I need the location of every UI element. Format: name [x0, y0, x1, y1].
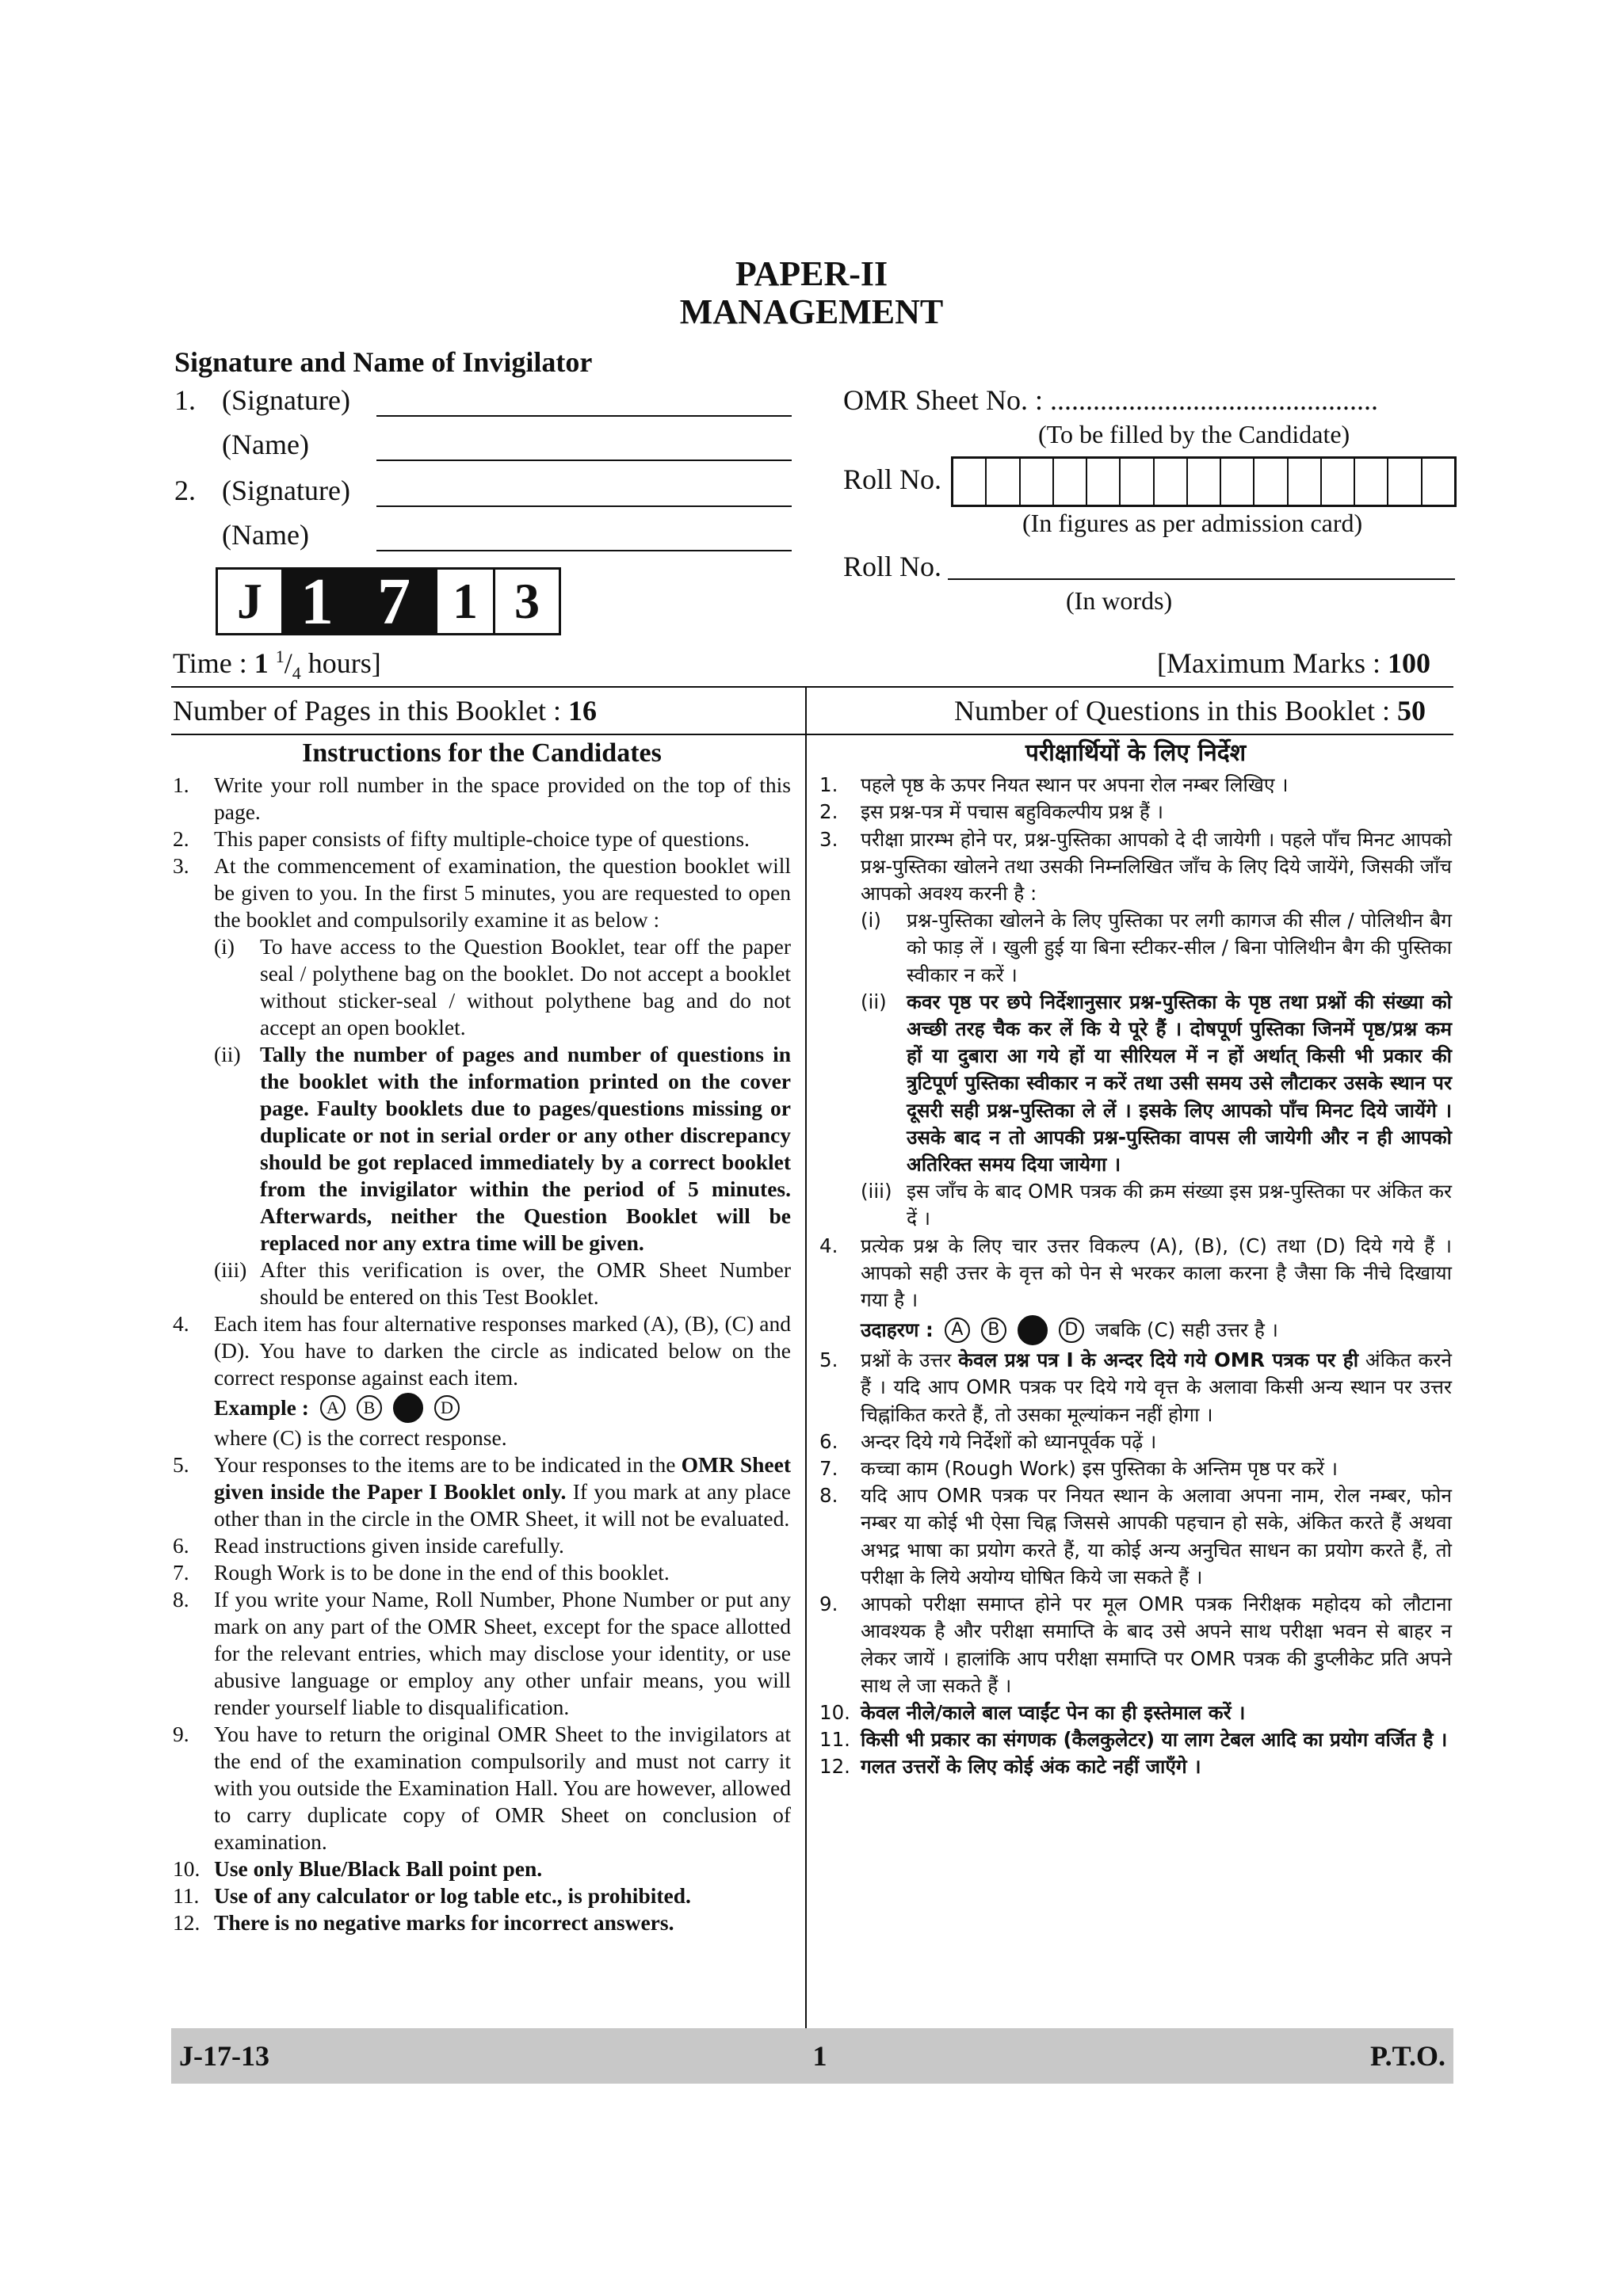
example-note: जबकि (C) सही उत्तर है ।: [1094, 1318, 1278, 1342]
pages-count: [173, 694, 597, 727]
instruction-1: 1. Write your roll number in the space provided on the top of this page.: [173, 772, 791, 824]
instruction-text: If you mark at any place other than in the circle in the OMR Sheet, it will not be evaluated.: [214, 1479, 791, 1531]
name-row-2: [174, 518, 792, 551]
roll-number-note: (In figures as per admission card): [1022, 509, 1363, 537]
instruction-text: पहले पृष्ठ के ऊपर नियत स्थान पर अपना रोल नम्बर लिखिए ।: [861, 773, 1289, 797]
instruction-text: Your responses to the items are to be indicated in the: [214, 1452, 682, 1477]
hindi-instruction-3-ii: (ii) कवर पृष्ठ पर छपे निर्देशानुसार प्रश्न-पुस्तिका के पृष्ठ तथा प्रश्नों की संख्या को अच्छी तरह चैक कर लें कि ये पूरे हैं । दोषपूर्ण पुस्तिका जिनमें पृष्ठ/प्रश्न कम हों या दुबारा आ गये हों या सीरियल में न हों अर्थात् किसी भी प्रकार की त्रुटिपूर्ण पुस्तिका स्वीकार न करें तथा उसी समय उसे लौटाकर उसके स्थान पर दूसरी सही प्रश्न-पुस्तिका ले लें । इसके लिए आपको पाँच मिनट दिये जायेंगे । उसके बाद न तो आपकी प्रश्न-पुस्तिका वापस ली जायेगी और न ही आपको अतिरिक्त समय दिया जायेगा ।: [861, 989, 1452, 1178]
pages-label: Number of Pages in this Booklet :: [173, 695, 568, 727]
instruction-text: अंकित करने हैं । यदि आप OMR पत्रक पर दिये गये वृत्त के अलावा किसी अन्य स्थान पर उत्तर चिह्नांकित करते हैं, तो उसका मूल्यांकन नहीं होगा ।: [861, 1348, 1452, 1426]
row-number: 1.: [174, 384, 196, 416]
code-char: 3: [514, 573, 540, 629]
instruction-text: After this verification is over, the OMR Sheet Number should be entered on this Test Booklet.: [260, 1257, 791, 1309]
time-den: 4: [292, 663, 301, 684]
marks-value: 100: [1387, 647, 1430, 679]
instruction-text: There is no negative marks for incorrect answers.: [214, 1910, 674, 1935]
example-label: Example :: [214, 1395, 309, 1420]
booklet-code: [216, 564, 561, 639]
maximum-marks: [1157, 646, 1430, 680]
time-whole: 1: [254, 647, 269, 679]
instruction-text: अन्दर दिये गये निर्देशों को ध्यानपूर्वक पढ़ें ।: [861, 1429, 1157, 1453]
instruction-9: 9. You have to return the original OMR Sheet to the invigilators at the end of the examination compulsorily and must not carry it with you outside the Examination Hall. You are however, allowed to carry duplicate copy of OMR Sheet on conclusion of examination.: [173, 1722, 791, 1854]
roll-words-note: (In words): [1066, 586, 1173, 615]
pages-value: 16: [567, 695, 597, 727]
instruction-text: Each item has four alternative responses marked (A), (B), (C) and (D). You have to darken the circle as indicated below on the correct response against each item.: [214, 1311, 791, 1390]
roll-digit-box[interactable]: [1188, 459, 1221, 505]
bubble-a-icon: A: [945, 1318, 970, 1343]
roll-digit-box[interactable]: [1322, 459, 1355, 505]
footer-code: J-17-13: [179, 2040, 269, 2072]
questions-value: 50: [1396, 695, 1426, 727]
instruction-6: 6. Read instructions given inside carefully.: [173, 1532, 791, 1559]
instruction-3: 3. At the commencement of examination, the question booklet will be given to you. In the first 5 minutes, you are requested to open the booklet and compulsorily examine it as below :: [173, 853, 791, 932]
name-line[interactable]: [376, 524, 792, 551]
divider-mid: [171, 734, 1453, 735]
instruction-text: If you write your Name, Roll Number, Phone Number or put any mark on any part of the OMR Sheet, except for the space allotted for the relevant entries, which may disclose your identity, or use abusive language or employ any other unfair means, you will render yourself liable to disqualification.: [214, 1587, 791, 1719]
instruction-4: 4. Each item has four alternative responses marked (A), (B), (C) and (D). You have to darken the circle as indicated below on the correct response against each item. Example : A B D where (C) is the correct response.: [173, 1311, 791, 1450]
hindi-instructions: [819, 740, 1452, 1781]
instruction-text: Use of any calculator or log table etc., is prohibited.: [214, 1883, 691, 1908]
hindi-instruction-10: 10. केवल नीले/काले बाल प्वाईंट पेन का ही इस्तेमाल करें ।: [819, 1699, 1452, 1726]
english-title: Instructions for the Candidates: [302, 738, 662, 768]
instruction-text: आपको परीक्षा समाप्त होने पर मूल OMR पत्रक निरीक्षक महोदय को लौटाना आवश्यक है और परीक्षा समाप्ति के बाद उसे अपने साथ परीक्षा भवन से बाहर न लेकर जायें । हालांकि आप परीक्षा समाप्ति पर OMR पत्रक की डुप्लीकेट प्रति अपने साथ ले जा सकते हैं ।: [861, 1592, 1452, 1697]
hindi-title: परीक्षार्थियों के लिए निर्देश: [1025, 739, 1247, 767]
instruction-text: Read instructions given inside carefully.: [214, 1533, 564, 1558]
instruction-text: At the commencement of examination, the question booklet will be given to you. In the first 5 minutes, you are requested to open the booklet and compulsorily examine it as below :: [214, 853, 791, 932]
instruction-text: प्रत्येक प्रश्न के लिए चार उत्तर विकल्प (A), (B), (C) तथा (D) दिये गये हैं । आपको सही उत्तर के वृत्त को पेन से भरकर काला करना है जैसा कि नीचे दिखाया गया है ।: [861, 1234, 1452, 1312]
code-char: J: [218, 570, 284, 633]
example-label: उदाहरण :: [861, 1318, 934, 1342]
hindi-instruction-9: 9. आपको परीक्षा समाप्त होने पर मूल OMR पत्रक निरीक्षक महोदय को लौटाना आवश्यक है और परीक्षा समाप्ति के बाद उसे अपने साथ परीक्षा भवन से बाहर न लेकर जायें । हालांकि आप परीक्षा समाप्ति पर OMR पत्रक की डुप्लीकेट प्रति अपने साथ ले जा सकते हैं ।: [819, 1591, 1452, 1699]
instruction-7: 7. Rough Work is to be done in the end of this booklet.: [173, 1559, 791, 1586]
hindi-instruction-3-sub: [819, 907, 1452, 1232]
instruction-text: प्रश्न-पुस्तिका खोलने के लिए पुस्तिका पर लगी कागज की सील / पोलिथीन बैग को फाड़ लें । खुली हुई या बिना स्टीकर-सील / बिना पोलिथीन बैग की पुस्तिका स्वीकार न करें ।: [907, 909, 1452, 986]
instruction-text: प्रश्नों के उत्तर: [861, 1348, 959, 1372]
row-label: (Signature): [222, 475, 350, 506]
footer-bar: [171, 2028, 1453, 2084]
instruction-text: Tally the number of pages and number of questions in the booklet with the information printed on the cover page. Faulty booklets due to pages/questions missing or duplicate or not in serial order or any other discrepancy should be got replaced immediately by a correct booklet from the invigilator within the period of 5 minutes. Afterwards, neither the Question Booklet will be replaced nor any extra time will be given.: [260, 1042, 791, 1255]
bubble-b-icon: B: [981, 1318, 1006, 1343]
row-label: (Name): [222, 429, 309, 460]
roll-digit-box[interactable]: [1155, 459, 1188, 505]
time-prefix: Time :: [173, 647, 254, 679]
hindi-instruction-7: 7. कच्चा काम (Rough Work) इस पुस्तिका के अन्तिम पृष्ठ पर करें ।: [819, 1455, 1452, 1482]
hindi-example-row: [861, 1315, 1452, 1345]
instruction-3-sub: [173, 933, 791, 1310]
instruction-text-bold: OMR Sheet given inside the Paper I Booklet only.: [214, 1452, 791, 1504]
instruction-10: 10. Use only Blue/Black Ball point pen.: [173, 1855, 791, 1882]
instruction-text: कवर पृष्ठ पर छपे निर्देशानुसार प्रश्न-पुस्तिका के पृष्ठ तथा प्रश्नों की संख्या को अच्छी तरह चैक कर लें कि ये पूरे हैं । दोषपूर्ण पुस्तिका जिनमें पृष्ठ/प्रश्न कम हों या दुबारा आ गये हों या सीरियल में न हों अर्थात् किसी भी प्रकार की त्रुटिपूर्ण पुस्तिका स्वीकार न करें तथा उसी समय उसे लौटाकर उसके स्थान पर दूसरी सही प्रश्न-पुस्तिका ले लें । इसके लिए आपको पाँच मिनट दिये जायेंगे । उसके बाद न तो आपकी प्रश्न-पुस्तिका वापस ली जायेगी और न ही आपको अतिरिक्त समय दिया जायेगा ।: [907, 990, 1452, 1177]
column-divider: [805, 686, 807, 2028]
signature-line[interactable]: [376, 480, 792, 507]
bubble-c-filled-icon: [393, 1393, 423, 1423]
name-row-1: [174, 428, 792, 461]
code-char: 1: [284, 570, 353, 633]
example-row: [214, 1393, 791, 1423]
hindi-instruction-8: 8. यदि आप OMR पत्रक पर नियत स्थान के अलावा अपना नाम, रोल नम्बर, फोन नम्बर या कोई भी ऐसा चिह्न जिससे आपकी पहचान हो सके, अंकित करते हैं अथवा अभद्र भाषा का प्रयोग करते हैं, या कोई अन्य अनुचित साधन का प्रयोग करते हैं, तो परीक्षा के लिये अयोग्य घोषित किये जा सकते हैं ।: [819, 1482, 1452, 1591]
instruction-text: गलत उत्तरों के लिए कोई अंक काटे नहीं जाएँगे ।: [861, 1755, 1201, 1779]
questions-label: Number of Questions in this Booklet :: [954, 695, 1397, 727]
signature-row-1: [174, 383, 792, 417]
hindi-instruction-2: 2. इस प्रश्न-पत्र में पचास बहुविकल्पीय प्रश्न हैं ।: [819, 799, 1452, 826]
roll-words-line[interactable]: [948, 578, 1455, 580]
omr-sheet-note: (To be filled by the Candidate): [1038, 420, 1350, 448]
roll-digit-box[interactable]: [1021, 459, 1054, 505]
code-char: 7: [353, 570, 437, 633]
roll-number-label: Roll No.: [843, 463, 942, 495]
instruction-text-bold: केवल प्रश्न पत्र I के अन्दर दिये गये OMR पत्रक पर ही: [958, 1348, 1359, 1372]
instruction-3-ii: (ii) Tally the number of pages and number of questions in the booklet with the information printed on the cover page. Faulty booklets due to pages/questions missing or duplicate or not in serial order or any other discrepancy should be got replaced immediately by a correct booklet from the invigilator within the period of 5 minutes. Afterwards, neither the Question Booklet will be replaced nor any extra time will be given.: [214, 1042, 791, 1255]
roll-digit-box[interactable]: [1221, 459, 1254, 505]
roll-digit-box[interactable]: [1087, 459, 1121, 505]
invigilator-heading: Signature and Name of Invigilator: [174, 346, 593, 378]
roll-number-boxes[interactable]: [951, 456, 1457, 507]
row-label: (Signature): [222, 384, 350, 416]
instruction-text: Write your roll number in the space provided on the top of this page.: [214, 772, 791, 824]
roll-digit-box[interactable]: [1054, 459, 1087, 505]
subject-title: MANAGEMENT: [679, 292, 944, 331]
instruction-3-i: (i) To have access to the Question Booklet, tear off the paper seal / polythene bag on the booklet. Do not accept a booklet without sticker-seal / without polythene bag and do not accept an open booklet.: [214, 934, 791, 1039]
roll-digit-box[interactable]: [953, 459, 987, 505]
instruction-text: परीक्षा प्रारम्भ होने पर, प्रश्न-पुस्तिका आपको दे दी जायेगी । पहले पाँच मिनट आपको प्रश्न-पुस्तिका खोलने तथा उसकी निम्नलिखित जाँच के लिए दिये जायेंगे, जिसकी जाँच आपको अवश्य करनी है :: [861, 827, 1452, 906]
instruction-text: केवल नीले/काले बाल प्वाईंट पेन का ही इस्तेमाल करें ।: [861, 1700, 1246, 1724]
omr-sheet-label: OMR Sheet No. : ..............................................: [843, 384, 1378, 416]
instruction-8: 8. If you write your Name, Roll Number, Phone Number or put any mark on any part of the OMR Sheet, except for the space allotted for the relevant entries, which may disclose your identity, or use abusive language or employ any other unfair means, you will render yourself liable to disqualification.: [173, 1587, 791, 1719]
roll-digit-box[interactable]: [1355, 459, 1388, 505]
roll-digit-box[interactable]: [1388, 459, 1422, 505]
hindi-instruction-11: 11. किसी भी प्रकार का संगणक (कैलकुलेटर) या लाग टेबल आदि का प्रयोग वर्जित है ।: [819, 1726, 1452, 1753]
pto-label: P.T.O.: [1369, 2040, 1445, 2072]
instruction-3-iii: (iii) After this verification is over, the OMR Sheet Number should be entered on this Test Booklet.: [214, 1257, 791, 1309]
roll-digit-box[interactable]: [1423, 459, 1454, 505]
instruction-text: You have to return the original OMR Sheet to the invigilators at the end of the examination compulsorily and must not carry it with you outside the Examination Hall. You are however, allowed to carry duplicate copy of OMR Sheet on conclusion of examination.: [214, 1722, 791, 1854]
instruction-text: This paper consists of fifty multiple-choice type of questions.: [214, 826, 750, 851]
bubble-d-icon: D: [434, 1395, 460, 1421]
bubble-a-icon: A: [320, 1395, 346, 1421]
roll-digit-box[interactable]: [987, 459, 1020, 505]
code-char: 1: [437, 570, 495, 633]
hindi-instruction-12: 12. गलत उत्तरों के लिए कोई अंक काटे नहीं जाएँगे ।: [819, 1753, 1452, 1780]
roll-digit-box[interactable]: [1254, 459, 1288, 505]
instruction-text: यदि आप OMR पत्रक पर नियत स्थान के अलावा अपना नाम, रोल नम्बर, फोन नम्बर या कोई भी ऐसा चिह्न जिससे आपकी पहचान हो सके, अंकित करते हैं अथवा अभद्र भाषा का प्रयोग करते हैं, या कोई अन्य अनुचित साधन का प्रयोग करते हैं, तो परीक्षा के लिये अयोग्य घोषित किये जा सकते हैं ।: [861, 1484, 1452, 1589]
time-num: 1: [275, 646, 285, 666]
divider-top: [171, 686, 1453, 688]
hindi-instruction-3-i: (i) प्रश्न-पुस्तिका खोलने के लिए पुस्तिका पर लगी कागज की सील / पोलिथीन बैग को फाड़ लें । खुली हुई या बिना स्टीकर-सील / बिना पोलिथीन बैग की पुस्तिका स्वीकार न करें ।: [861, 907, 1452, 989]
hindi-instruction-6: 6. अन्दर दिये गये निर्देशों को ध्यानपूर्वक पढ़ें ।: [819, 1428, 1452, 1455]
instruction-text: किसी भी प्रकार का संगणक (कैलकुलेटर) या लाग टेबल आदि का प्रयोग वर्जित है ।: [861, 1728, 1448, 1752]
instruction-text: To have access to the Question Booklet, tear off the paper seal / polythene bag on the booklet. Do not accept a booklet without sticker-seal / without polythene bag and do not accept an open booklet.: [260, 934, 791, 1039]
roll-digit-box[interactable]: [1289, 459, 1322, 505]
paper-title: PAPER-II: [735, 254, 888, 293]
signature-row-2: [174, 474, 792, 507]
page-number: 1: [812, 2040, 827, 2072]
instruction-text: इस जाँच के बाद OMR पत्रक की क्रम संख्या इस प्रश्न-पुस्तिका पर अंकित कर दें ।: [907, 1180, 1452, 1230]
instruction-text: इस प्रश्न-पत्र में पचास बहुविकल्पीय प्रश्न हैं ।: [861, 800, 1164, 824]
roll-words-label: Roll No.: [843, 551, 942, 582]
name-line[interactable]: [376, 434, 792, 461]
hindi-instruction-4: 4. प्रत्येक प्रश्न के लिए चार उत्तर विकल्प (A), (B), (C) तथा (D) दिये गये हैं । आपको सही उत्तर के वृत्त को पेन से भरकर काला करना है जैसा कि नीचे दिखाया गया है । उदाहरण : A B D जबकि (C) सही उत्तर है ।: [819, 1233, 1452, 1348]
time-suffix: hours]: [300, 647, 381, 679]
row-label: (Name): [222, 519, 309, 551]
hindi-instruction-3: 3. परीक्षा प्रारम्भ होने पर, प्रश्न-पुस्तिका आपको दे दी जायेगी । पहले पाँच मिनट आपको प्रश्न-पुस्तिका खोलने तथा उसकी निम्नलिखित जाँच के लिए दिये जायेंगे, जिसकी जाँच आपको अवश्य करनी है :: [819, 826, 1452, 908]
time-allowed: Time : 1 $^1/_4$ hours]: [173, 646, 381, 684]
hindi-instruction-5: 5. प्रश्नों के उत्तर केवल प्रश्न पत्र I के अन्दर दिये गये OMR पत्रक पर ही अंकित करने हैं । यदि आप OMR पत्रक पर दिये गये वृत्त के अलावा किसी अन्य स्थान पर उत्तर चिह्नांकित करते हैं, तो उसका मूल्यांकन नहीं होगा ।: [819, 1348, 1452, 1426]
instruction-text: कच्चा काम (Rough Work) इस पुस्तिका के अन्तिम पृष्ठ पर करें ।: [861, 1457, 1338, 1481]
bubble-b-icon: B: [357, 1395, 382, 1421]
instruction-5: 5. Your responses to the items are to be indicated in the OMR Sheet given inside the Paper I Booklet only. If you mark at any place other than in the circle in the OMR Sheet, it will not be evaluated.: [173, 1452, 791, 1531]
instruction-2: 2. This paper consists of fifty multiple-choice type of questions.: [173, 826, 791, 852]
english-instructions: [173, 740, 791, 1936]
roll-digit-box[interactable]: [1121, 459, 1154, 505]
marks-prefix: [Maximum Marks :: [1157, 647, 1388, 679]
bubble-c-filled-icon: [1018, 1315, 1048, 1345]
example-note: where (C) is the correct response.: [214, 1425, 507, 1450]
row-number: 2.: [174, 475, 196, 506]
hindi-instruction-3-iii: (iii) इस जाँच के बाद OMR पत्रक की क्रम संख्या इस प्रश्न-पुस्तिका पर अंकित कर दें ।: [861, 1178, 1452, 1232]
instruction-12: 12. There is no negative marks for incorrect answers.: [173, 1909, 791, 1936]
instruction-text: Use only Blue/Black Ball point pen.: [214, 1856, 543, 1881]
bubble-d-icon: D: [1059, 1318, 1084, 1343]
hindi-instruction-1: 1. पहले पृष्ठ के ऊपर नियत स्थान पर अपना रोल नम्बर लिखिए ।: [819, 772, 1452, 799]
instruction-11: 11. Use of any calculator or log table etc., is prohibited.: [173, 1882, 791, 1909]
questions-count: [954, 694, 1426, 727]
signature-line[interactable]: [376, 390, 792, 417]
instruction-text: Rough Work is to be done in the end of this booklet.: [214, 1560, 670, 1585]
